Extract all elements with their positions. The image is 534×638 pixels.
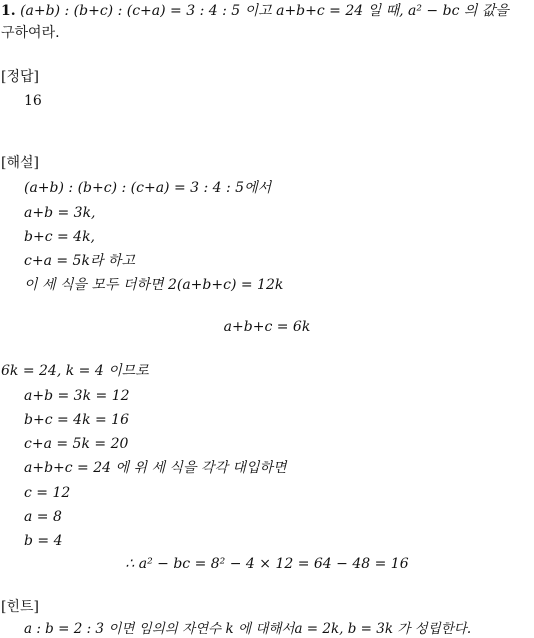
solution-line-3: b+c = 4k, [24,229,96,245]
solution-line-6: a+b = 3k = 12 [24,388,130,404]
solution-line-11: a = 8 [24,509,62,525]
solution-line-8: c+a = 5k = 20 [24,436,129,452]
answer-value: 16 [24,93,42,109]
solution-line-10: c = 12 [24,485,71,501]
solution-line-12: b = 4 [24,533,63,549]
problem-number: 1. [1,3,16,19]
solution-line-2: a+b = 3k, [24,205,96,221]
solution-flush-line: 6k = 24, k = 4 이므로 [1,363,149,379]
solution-line-5: 이 세 식을 모두 더하면 2(a+b+c) = 12k [24,277,284,293]
solution-line-7: b+c = 4k = 16 [24,412,129,428]
answer-header: [정답] [1,69,39,85]
hint-header: [힌트] [1,599,39,615]
problem-line-2: 구하여라. [1,25,60,41]
problem-line-1 [1,2,509,20]
problem-statement: (a+b) : (b+c) : (c+a) = 3 : 4 : 5 이고 a+b+c = 24 일 때, a² − bc 의 값을 [20,3,509,19]
hint-text: a : b = 2 : 3 이면 임의의 자연수 k 에 대해서a = 2k, b = 3k 가 성립한다. [24,621,472,637]
solution-line-9: a+b+c = 24 에 위 세 식을 각각 대입하면 [24,460,287,476]
solution-line-1: (a+b) : (b+c) : (c+a) = 3 : 4 : 5에서 [24,180,272,196]
solution-centered-equation-1: a+b+c = 6k [223,319,311,335]
solution-line-4: c+a = 5k라 하고 [24,253,135,269]
solution-centered-equation-2: ∴ a² − bc = 8² − 4 × 12 = 64 − 48 = 16 [125,556,409,572]
solution-header: [해설] [1,155,39,171]
